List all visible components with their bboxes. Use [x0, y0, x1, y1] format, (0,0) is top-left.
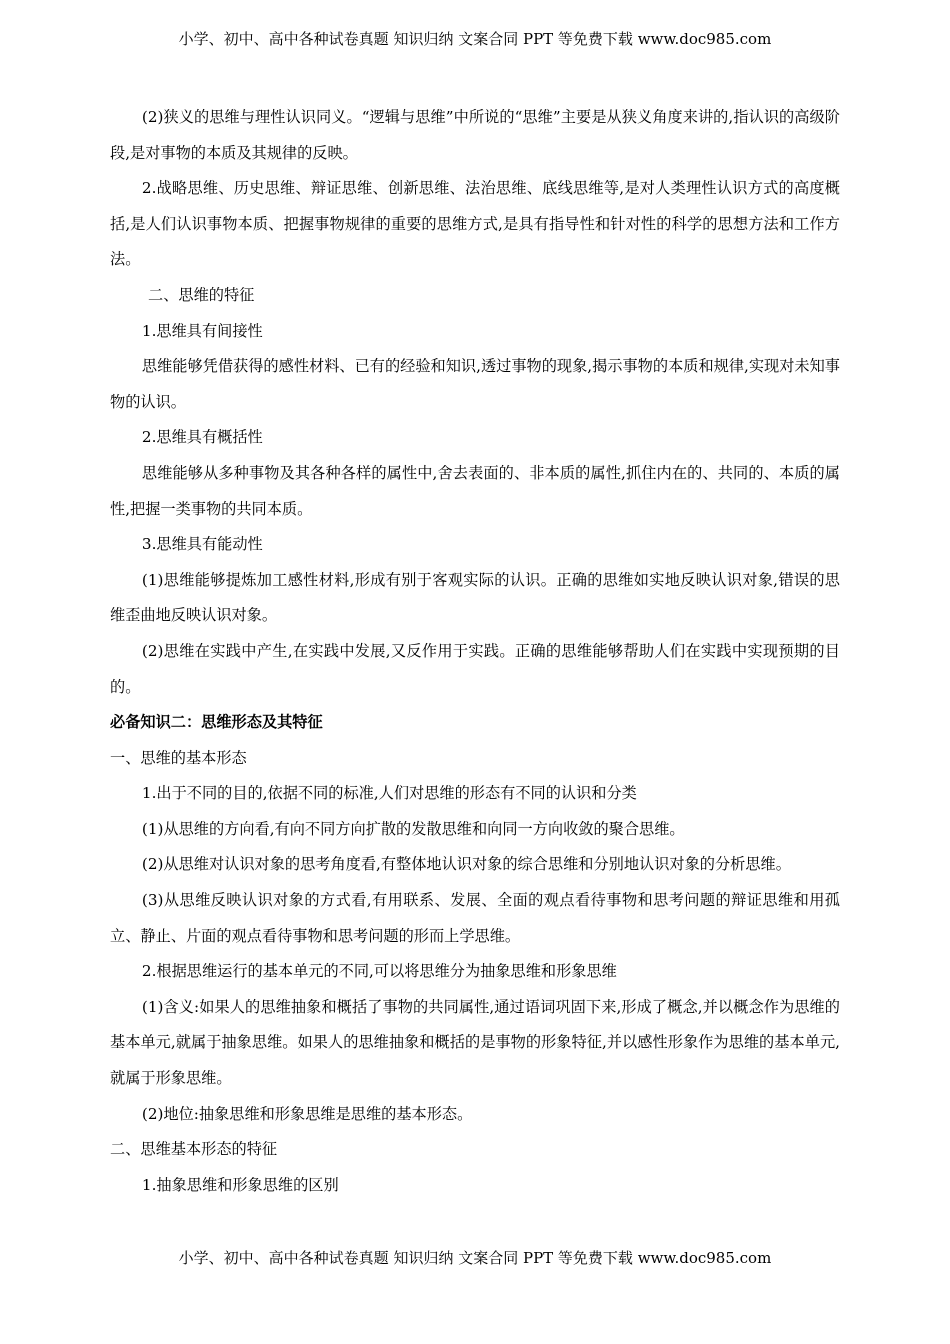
- paragraph-generality: 思维能够从多种事物及其各种各样的属性中,舍去表面的、非本质的属性,抓住内在的、共同的、本质的属性,把握一类事物的共同本质。: [110, 463, 840, 518]
- subheading-abstract-image: 2.根据思维运行的基本单元的不同,可以将思维分为抽象思维和形象思维: [141, 962, 617, 981]
- paragraph-narrow-definition: (2)狭义的思维与理性认识同义。“逻辑与思维”中所说的“思维”主要是从狭义角度来讲的,指认识的高级阶段,是对事物的本质及其规律的反映。: [110, 108, 840, 162]
- section-title-knowledge-2: 必备知识二：思维形态及其特征: [110, 713, 323, 732]
- document-body: [110, 100, 840, 1203]
- subheading-initiative: 3.思维具有能动性: [141, 535, 263, 554]
- subheading-differences: 1.抽象思维和形象思维的区别: [141, 1175, 339, 1194]
- paragraph-initiative-1: (1)思维能够提炼加工感性材料,形成有别于客观实际的认识。正确的思维如实地反映认识对象,错误的思维歪曲地反映认识对象。: [110, 570, 840, 625]
- paragraph-initiative-2: (2)思维在实践中产生,在实践中发展,又反作用于实践。正确的思维能够帮助人们在实践中实现预期的目的。: [110, 641, 840, 696]
- page-footer: 小学、初中、高中各种试卷真题 知识归纳 文案合同 PPT 等免费下载 www.doc985.com: [178, 1249, 772, 1267]
- paragraph-reflection-mode: (3)从思维反映认识对象的方式看,有用联系、发展、全面的观点看待事物和思考问题的辩证思维和用孤立、静止、片面的观点看待事物和思考问题的形而上学思维。: [110, 891, 840, 945]
- subheading-indirectness: 1.思维具有间接性: [141, 321, 263, 340]
- paragraph-indirectness: 思维能够凭借获得的感性材料、已有的经验和知识,透过事物的现象,揭示事物的本质和规律,实现对未知事物的认识。: [110, 357, 840, 411]
- page-header: 小学、初中、高中各种试卷真题 知识归纳 文案合同 PPT 等免费下载 www.doc985.com: [178, 30, 772, 48]
- subheading-classification: 1.出于不同的目的,依据不同的标准,人们对思维的形态有不同的认识和分类: [141, 784, 637, 803]
- section-heading-form-features: 二、思维基本形态的特征: [110, 1140, 278, 1159]
- paragraph-definition: (1)含义:如果人的思维抽象和概括了事物的共同属性,通过语词巩固下来,形成了概念,并以概念作为思维的基本单元,就属于抽象思维。如果人的思维抽象和概括的是事物的形象特征,并以感性形象作为思维的基本单元,就属于形象思维。: [110, 997, 840, 1088]
- section-heading-thinking-features: 二、思维的特征: [148, 285, 255, 304]
- subheading-generality: 2.思维具有概括性: [141, 428, 263, 447]
- section-heading-basic-forms: 一、思维的基本形态: [110, 748, 247, 767]
- paragraph-direction: (1)从思维的方向看,有向不同方向扩散的发散思维和向同一方向收敛的聚合思维。: [141, 819, 685, 838]
- paragraph-thinking-methods: 2.战略思维、历史思维、辩证思维、创新思维、法治思维、底线思维等,是对人类理性认识方式的高度概括,是人们认识事物本质、把握事物规律的重要的思维方式,是具有指导性和针对性的科学的思想方法和工作方法。: [110, 179, 840, 269]
- paragraph-status: (2)地位:抽象思维和形象思维是思维的基本形态。: [141, 1104, 473, 1123]
- paragraph-perspective: (2)从思维对认识对象的思考角度看,有整体地认识对象的综合思维和分别地认识对象的分析思维。: [141, 855, 791, 874]
